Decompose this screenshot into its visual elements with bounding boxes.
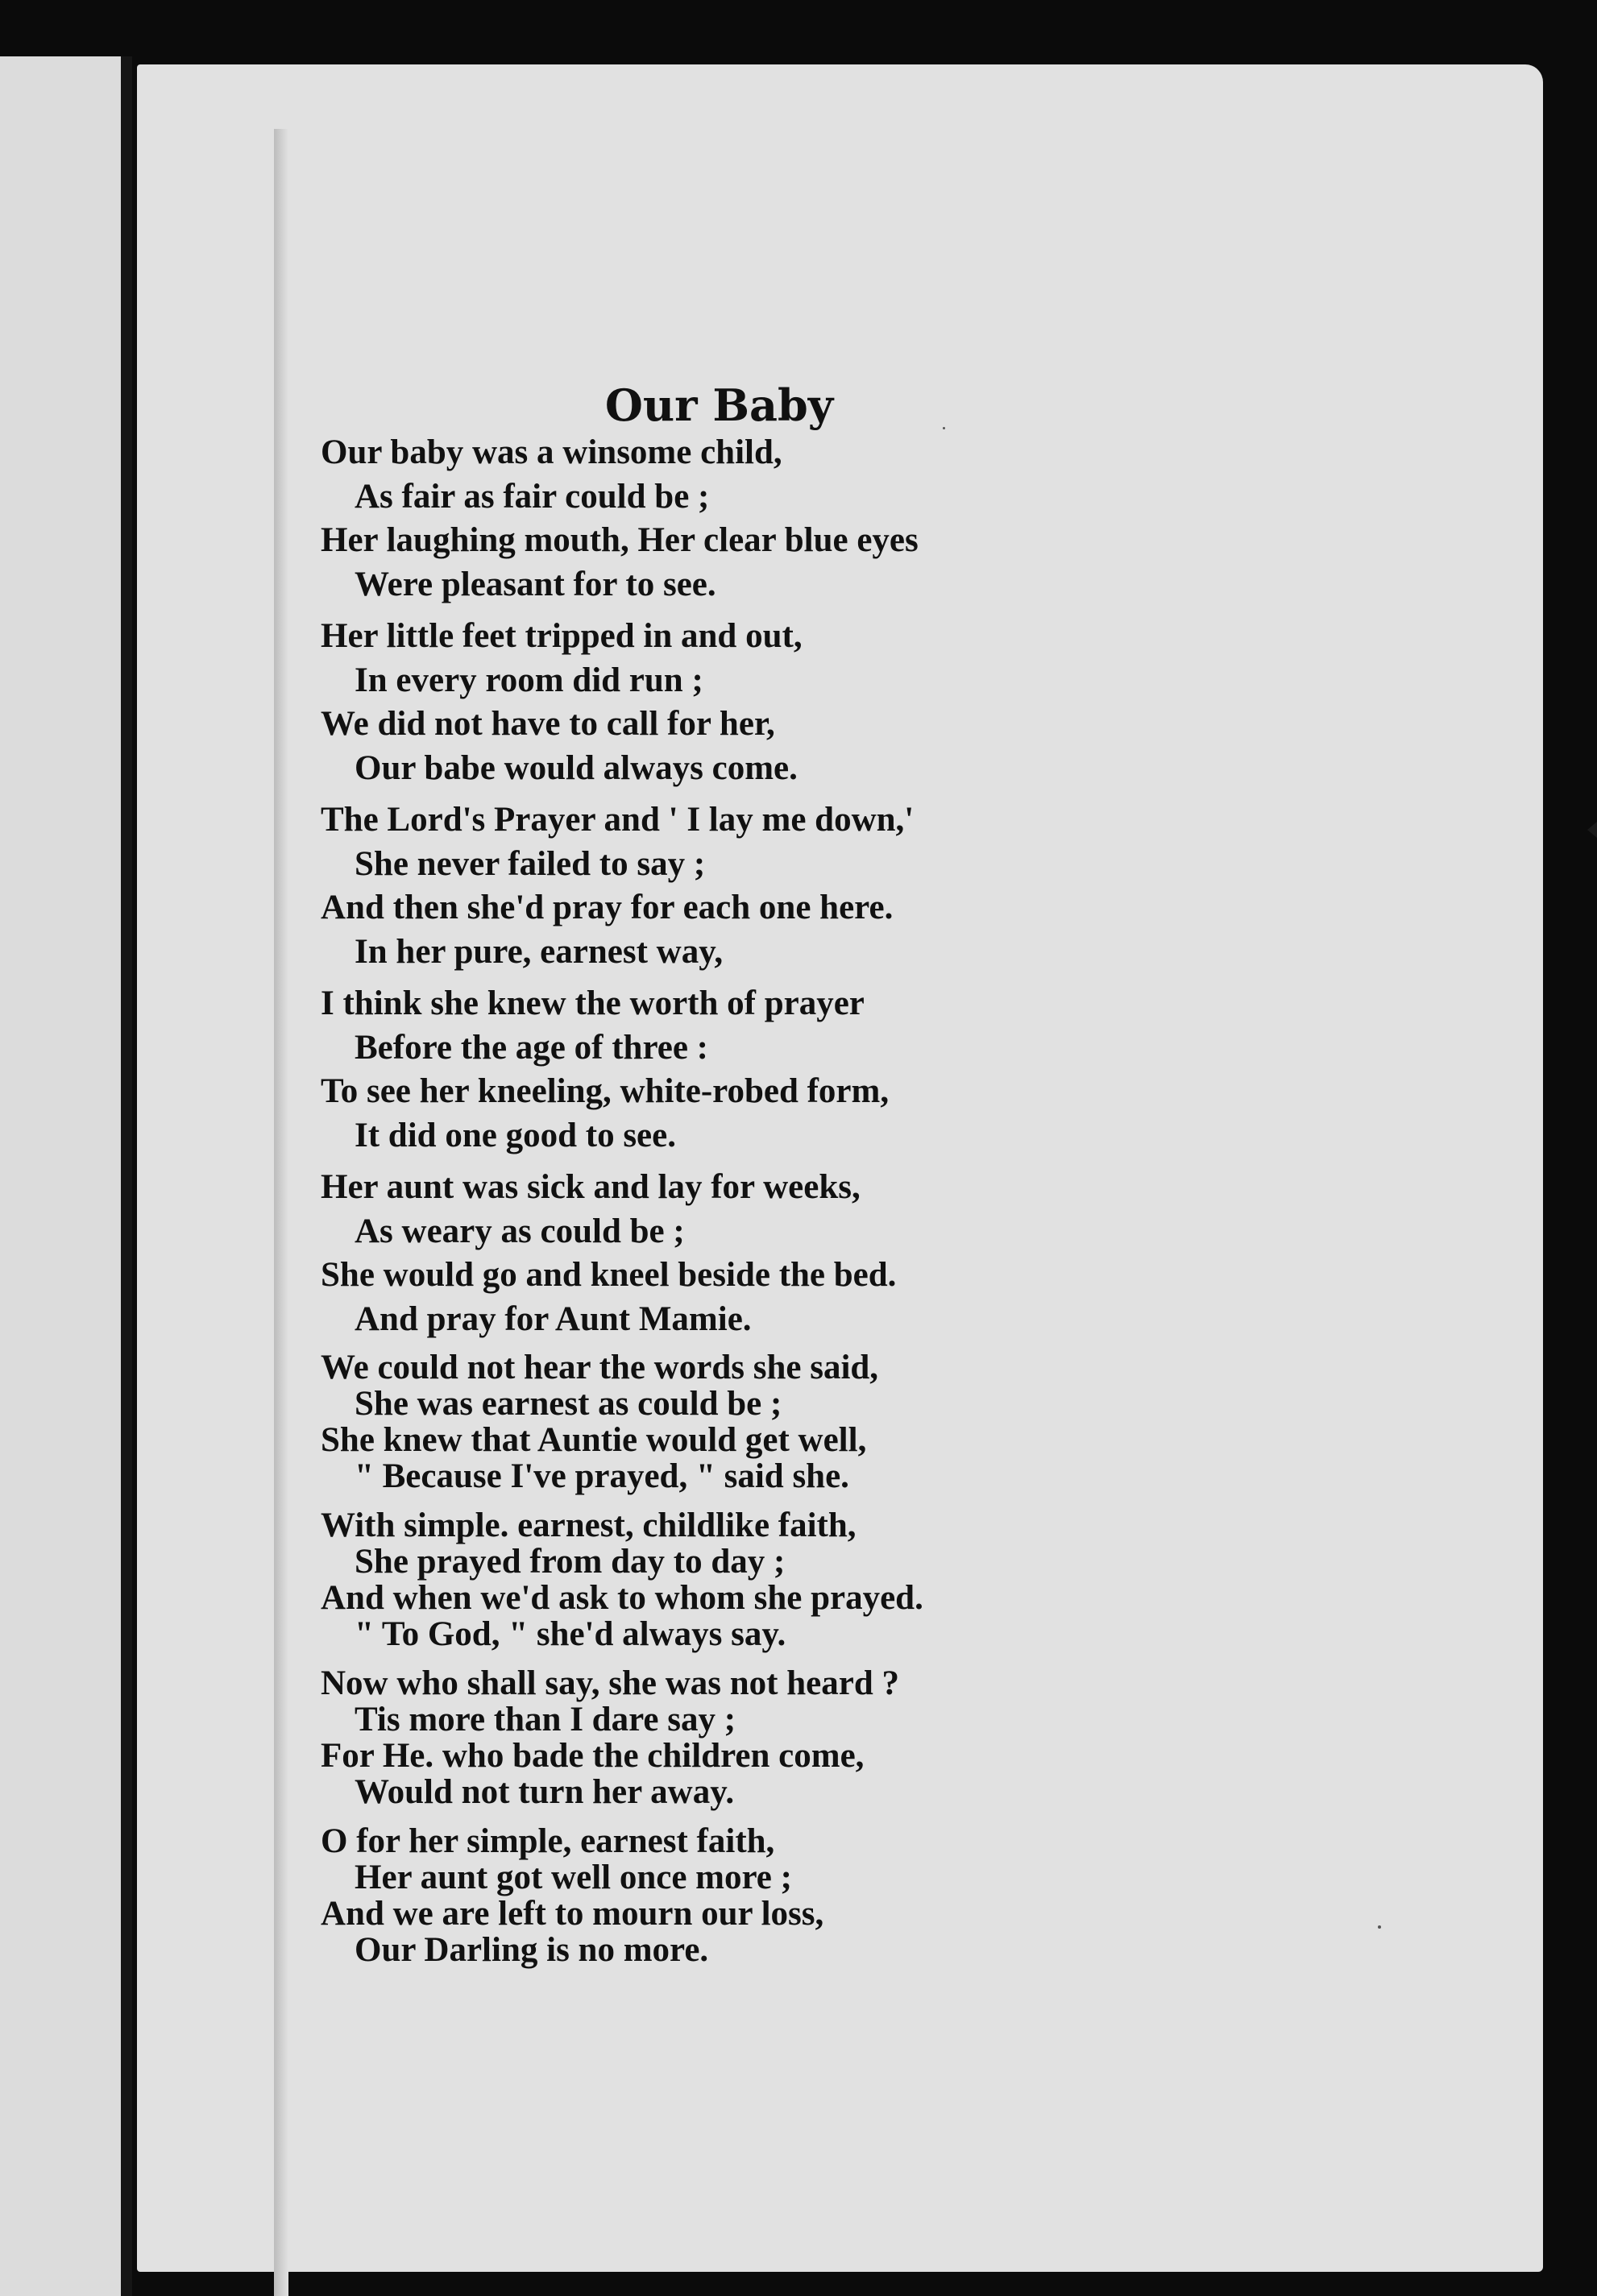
poem-line: Before the age of three : [355, 1028, 708, 1067]
poem-line: She never failed to say ; [355, 844, 706, 883]
poem-title: Our Baby [604, 379, 834, 432]
stanza [321, 1349, 1207, 1494]
poem-line: And when we'd ask to whom she prayed. [321, 1579, 923, 1617]
poem-line: And we are left to mourn our loss, [321, 1895, 824, 1933]
poem-line: Her little feet tripped in and out, [321, 617, 803, 655]
poem-line: And pray for Aunt Mamie. [355, 1299, 752, 1338]
adjacent-page-edge [0, 56, 122, 2296]
poem-line: Her laughing mouth, Her clear blue eyes [321, 521, 919, 559]
page-gutter [121, 56, 132, 2296]
poem-line: In every room did run ; [355, 661, 703, 699]
stanza [321, 1665, 1207, 1810]
poem-line: With simple. earnest, childlike faith, [321, 1506, 857, 1544]
poem-line: It did one good to see. [355, 1116, 676, 1154]
poem-line: For He. who bade the children come, [321, 1737, 865, 1775]
print-speck [943, 427, 945, 429]
poem-line: The Lord's Prayer and ' I lay me down,' [321, 801, 915, 839]
stanza [321, 615, 1207, 790]
stanza [321, 982, 1207, 1158]
print-speck [1378, 1925, 1381, 1929]
poem-line: O for her simple, earnest faith, [321, 1822, 775, 1860]
poem-line: She was earnest as could be ; [355, 1385, 782, 1423]
poem-line: We could not hear the words she said, [321, 1349, 879, 1386]
poem-line: And then she'd pray for each one here. [321, 889, 894, 926]
poem-line: Our baby was a winsome child, [321, 433, 782, 471]
poem-line: In her pure, earnest way, [355, 932, 724, 971]
poem-line: I think she knew the worth of prayer [321, 984, 865, 1022]
page-binding-shadow [274, 129, 288, 2296]
margin-mark [1587, 822, 1597, 838]
stanza [321, 1166, 1207, 1341]
stanza [321, 1823, 1207, 1968]
stanza [321, 798, 1207, 974]
poem-line: She knew that Auntie would get well, [321, 1421, 867, 1459]
poem-line: Her aunt got well once more ; [355, 1859, 792, 1896]
poem-line: Were pleasant for to see. [355, 565, 716, 603]
poem-line: Our Darling is no more. [355, 1931, 709, 1969]
poem-line: Now who shall say, she was not heard ? [321, 1664, 899, 1702]
poem-line: Tis more than I dare say ; [355, 1701, 736, 1739]
poem-line: " To God, " she'd always say. [355, 1615, 786, 1653]
poem-line: " Because I've prayed, " said she. [355, 1457, 849, 1495]
poem-line: Our babe would always come. [355, 748, 798, 787]
poem-line: To see her kneeling, white-robed form, [321, 1072, 890, 1110]
poem-line: We did not have to call for her, [321, 705, 775, 743]
book-page [137, 64, 1543, 2272]
poem-line: She prayed from day to day ; [355, 1543, 786, 1581]
stanza [321, 1507, 1207, 1652]
poem-line: As weary as could be ; [355, 1212, 685, 1250]
poem-line: She would go and kneel beside the bed. [321, 1256, 897, 1294]
poem-line: As fair as fair could be ; [355, 477, 710, 516]
stanza [321, 431, 1207, 607]
poem-line: Her aunt was sick and lay for weeks, [321, 1168, 861, 1206]
poem-body [321, 431, 1207, 1981]
poem-line: Would not turn her away. [355, 1773, 735, 1811]
